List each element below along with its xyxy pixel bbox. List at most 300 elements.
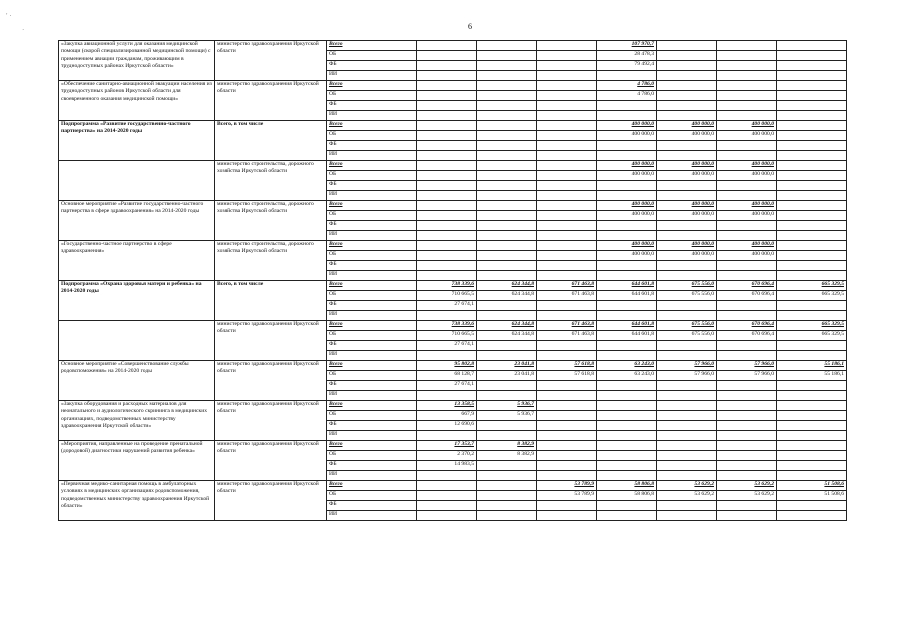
amount-cell <box>597 501 657 511</box>
amount-cell: 57 618,8 <box>537 361 597 371</box>
amount-cell: 400 000,0 <box>597 241 657 251</box>
amount-cell <box>777 151 847 161</box>
amount-cell <box>417 481 477 491</box>
amount-cell: 79 492,4 <box>597 61 657 71</box>
amount-cell: 51 508,6 <box>777 491 847 501</box>
amount-cell <box>717 381 777 391</box>
funding-source-cell: ИИ <box>327 511 417 521</box>
measure-name: «Обеспечение санитарно-авиационной эвакуации населения из труднодоступных районов Иркутской области для своевременного оказания медицинской помощи» <box>61 81 212 102</box>
funding-source-cell: ИИ <box>327 431 417 441</box>
funding-source-cell: ОБ <box>327 411 417 421</box>
amount-cell <box>477 351 537 361</box>
amount-cell: 400 000,0 <box>597 121 657 131</box>
amount-cell <box>477 391 537 401</box>
amount-cell <box>717 271 777 281</box>
amount-cell <box>717 231 777 241</box>
amount-cell: 738 339,6 <box>417 321 477 331</box>
measure-name-cell <box>59 401 215 441</box>
amount-cell <box>717 431 777 441</box>
amount-cell <box>597 441 657 451</box>
amount-cell <box>477 231 537 241</box>
amount-cell: 624 344,8 <box>477 321 537 331</box>
funding-source-cell: Всего <box>327 241 417 251</box>
amount-cell: 8 382,9 <box>477 441 537 451</box>
amount-cell: 400 000,0 <box>657 161 717 171</box>
amount-cell <box>657 61 717 71</box>
amount-cell <box>417 471 477 481</box>
funding-source-cell: ОБ <box>327 291 417 301</box>
amount-cell <box>537 181 597 191</box>
amount-cell <box>417 251 477 261</box>
amount-cell <box>597 431 657 441</box>
funding-source-cell: ИИ <box>327 471 417 481</box>
amount-cell <box>717 221 777 231</box>
amount-cell: 23 041,8 <box>477 371 537 381</box>
amount-cell <box>537 41 597 51</box>
amount-cell <box>657 101 717 111</box>
amount-cell <box>597 71 657 81</box>
amount-cell <box>717 301 777 311</box>
amount-cell <box>717 311 777 321</box>
amount-cell <box>537 111 597 121</box>
amount-cell <box>657 221 717 231</box>
amount-cell: 675 556,0 <box>657 321 717 331</box>
amount-cell: 665 329,5 <box>777 291 847 301</box>
amount-cell <box>597 231 657 241</box>
amount-cell <box>477 121 537 131</box>
amount-cell: 58 806,8 <box>597 481 657 491</box>
amount-cell <box>417 51 477 61</box>
amount-cell <box>717 91 777 101</box>
funding-source-cell: Всего <box>327 481 417 491</box>
amount-cell: 27 674,1 <box>417 301 477 311</box>
amount-cell <box>417 181 477 191</box>
amount-cell <box>537 471 597 481</box>
amount-cell <box>477 41 537 51</box>
amount-cell: 710 665,5 <box>417 331 477 341</box>
funding-source-cell: ФБ <box>327 101 417 111</box>
amount-cell <box>597 461 657 471</box>
page-number: 6 <box>468 22 472 31</box>
funding-source-cell: Всего <box>327 121 417 131</box>
amount-cell: 68 128,7 <box>417 371 477 381</box>
amount-cell <box>537 211 597 221</box>
amount-cell <box>777 131 847 141</box>
amount-cell <box>777 191 847 201</box>
table-row <box>59 321 847 331</box>
amount-cell: 400 000,0 <box>597 131 657 141</box>
amount-cell <box>477 191 537 201</box>
amount-cell <box>777 341 847 351</box>
amount-cell: 624 344,8 <box>477 331 537 341</box>
amount-cell <box>477 511 537 521</box>
amount-cell <box>537 191 597 201</box>
amount-cell <box>777 181 847 191</box>
amount-cell: 400 000,0 <box>657 121 717 131</box>
amount-cell: 400 000,0 <box>657 241 717 251</box>
measure-name-cell <box>59 241 215 281</box>
amount-cell <box>597 271 657 281</box>
amount-cell <box>717 471 777 481</box>
amount-cell: 400 000,0 <box>597 161 657 171</box>
amount-cell <box>657 51 717 61</box>
amount-cell <box>597 101 657 111</box>
amount-cell: 624 344,8 <box>477 281 537 291</box>
amount-cell <box>537 391 597 401</box>
amount-cell <box>597 401 657 411</box>
amount-cell <box>477 161 537 171</box>
funding-source-cell: ОБ <box>327 371 417 381</box>
amount-cell <box>417 161 477 171</box>
amount-cell <box>657 501 717 511</box>
amount-cell <box>417 431 477 441</box>
amount-cell <box>597 141 657 151</box>
funding-source-cell: ОБ <box>327 491 417 501</box>
amount-cell <box>777 141 847 151</box>
amount-cell: 57 966,0 <box>657 361 717 371</box>
amount-cell <box>537 121 597 131</box>
funding-source-cell: ФБ <box>327 341 417 351</box>
amount-cell <box>477 271 537 281</box>
amount-cell <box>477 201 537 211</box>
amount-cell: 2 370,2 <box>417 451 477 461</box>
measure-name: «Государственно-частное партнерство в сфере здравоохранения» <box>61 241 172 255</box>
funding-source-cell: Всего <box>327 201 417 211</box>
amount-cell <box>537 61 597 71</box>
amount-cell <box>417 171 477 181</box>
executor-cell: министерство здравоохранения Иркутской области <box>215 481 327 521</box>
funding-source-cell: ОБ <box>327 131 417 141</box>
amount-cell: 665 329,5 <box>777 321 847 331</box>
amount-cell: 51 508,6 <box>777 481 847 491</box>
amount-cell <box>597 191 657 201</box>
funding-source-cell: ИИ <box>327 231 417 241</box>
amount-cell <box>657 471 717 481</box>
amount-cell <box>717 501 777 511</box>
amount-cell <box>417 101 477 111</box>
amount-cell <box>717 411 777 421</box>
amount-cell <box>657 381 717 391</box>
amount-cell <box>717 181 777 191</box>
amount-cell <box>417 141 477 151</box>
amount-cell <box>597 451 657 461</box>
amount-cell: 400 000,0 <box>717 121 777 131</box>
amount-cell <box>537 381 597 391</box>
amount-cell: 644 601,8 <box>597 321 657 331</box>
amount-cell <box>537 91 597 101</box>
amount-cell: 670 696,4 <box>717 331 777 341</box>
amount-cell <box>417 311 477 321</box>
table-row <box>59 441 847 451</box>
funding-source-cell: ОБ <box>327 51 417 61</box>
amount-cell <box>717 451 777 461</box>
amount-cell <box>657 311 717 321</box>
amount-cell <box>657 301 717 311</box>
executor-cell: министерство строительства, дорожного хозяйства Иркутской области <box>215 201 327 241</box>
amount-cell <box>777 161 847 171</box>
scan-mark: · <box>22 26 25 34</box>
amount-cell: 671 463,8 <box>537 281 597 291</box>
amount-cell <box>597 311 657 321</box>
amount-cell: 55 186,1 <box>777 361 847 371</box>
amount-cell: 644 601,8 <box>597 291 657 301</box>
amount-cell <box>537 221 597 231</box>
amount-cell: 27 674,1 <box>417 381 477 391</box>
amount-cell <box>417 221 477 231</box>
amount-cell <box>417 271 477 281</box>
amount-cell: 400 000,0 <box>717 241 777 251</box>
amount-cell <box>777 421 847 431</box>
amount-cell <box>777 81 847 91</box>
funding-source-cell: ОБ <box>327 91 417 101</box>
amount-cell <box>477 211 537 221</box>
amount-cell <box>717 421 777 431</box>
amount-cell: 28 478,3 <box>597 51 657 61</box>
amount-cell <box>537 271 597 281</box>
amount-cell <box>417 121 477 131</box>
table-row <box>59 241 847 251</box>
funding-source-cell: Всего <box>327 161 417 171</box>
amount-cell <box>777 451 847 461</box>
amount-cell <box>657 151 717 161</box>
amount-cell <box>477 131 537 141</box>
amount-cell <box>777 261 847 271</box>
amount-cell <box>777 391 847 401</box>
amount-cell <box>657 271 717 281</box>
amount-cell <box>477 151 537 161</box>
amount-cell: 57 618,8 <box>537 371 597 381</box>
funding-source-cell: ФБ <box>327 301 417 311</box>
funding-source-cell: ФБ <box>327 61 417 71</box>
amount-cell: 55 186,1 <box>777 371 847 381</box>
budget-table <box>58 40 847 521</box>
executor-cell: министерство здравоохранения Иркутской области <box>215 441 327 481</box>
amount-cell <box>537 411 597 421</box>
amount-cell <box>477 501 537 511</box>
funding-source-cell: ИИ <box>327 191 417 201</box>
amount-cell <box>537 101 597 111</box>
amount-cell <box>657 41 717 51</box>
amount-cell <box>417 511 477 521</box>
amount-cell: 53 789,9 <box>537 491 597 501</box>
amount-cell <box>537 161 597 171</box>
amount-cell <box>717 441 777 451</box>
funding-source-cell: ОБ <box>327 251 417 261</box>
table-row <box>59 401 847 411</box>
amount-cell: 57 966,0 <box>657 371 717 381</box>
amount-cell <box>537 401 597 411</box>
amount-cell <box>657 421 717 431</box>
amount-cell <box>717 51 777 61</box>
funding-source-cell: Всего <box>327 441 417 451</box>
measure-name: «Закупка авиационной услуги для оказания медицинской помощи (скорой специализированной медицинской помощи) с применением авиации гражданам, проживающим в труднодоступных районах Иркутской области» <box>61 41 211 70</box>
amount-cell: 671 463,8 <box>537 291 597 301</box>
table-row <box>59 361 847 371</box>
amount-cell: 710 665,5 <box>417 291 477 301</box>
amount-cell <box>417 81 477 91</box>
amount-cell <box>777 111 847 121</box>
amount-cell: 665 329,5 <box>777 281 847 291</box>
amount-cell <box>657 231 717 241</box>
amount-cell: 400 000,0 <box>717 211 777 221</box>
amount-cell <box>777 511 847 521</box>
amount-cell: 400 000,0 <box>717 251 777 261</box>
funding-source-cell: ИИ <box>327 351 417 361</box>
funding-source-cell: Всего <box>327 41 417 51</box>
amount-cell <box>537 501 597 511</box>
amount-cell <box>777 251 847 261</box>
measure-name-cell <box>59 161 215 201</box>
amount-cell <box>537 251 597 261</box>
amount-cell <box>417 231 477 241</box>
amount-cell <box>657 401 717 411</box>
amount-cell: 53 629,2 <box>657 491 717 501</box>
amount-cell <box>717 61 777 71</box>
amount-cell <box>597 391 657 401</box>
amount-cell: 400 000,0 <box>717 161 777 171</box>
amount-cell <box>477 481 537 491</box>
amount-cell <box>537 441 597 451</box>
amount-cell: 400 000,0 <box>657 201 717 211</box>
table-row <box>59 41 847 51</box>
amount-cell: 107 970,7 <box>597 41 657 51</box>
executor-cell: министерство здравоохранения Иркутской области <box>215 401 327 441</box>
amount-cell <box>717 511 777 521</box>
amount-cell: 667,9 <box>417 411 477 421</box>
amount-cell <box>417 131 477 141</box>
table-row <box>59 281 847 291</box>
measure-name-cell <box>59 121 215 161</box>
executor-cell: министерство строительства, дорожного хозяйства Иркутской области <box>215 241 327 281</box>
amount-cell <box>777 51 847 61</box>
measure-name-cell <box>59 81 215 121</box>
table-row <box>59 121 847 131</box>
amount-cell: 5 936,7 <box>477 411 537 421</box>
amount-cell <box>417 151 477 161</box>
amount-cell: 57 966,0 <box>717 371 777 381</box>
amount-cell <box>477 261 537 271</box>
table-row <box>59 481 847 491</box>
amount-cell <box>597 381 657 391</box>
amount-cell: 670 696,4 <box>717 321 777 331</box>
amount-cell <box>537 421 597 431</box>
amount-cell <box>777 351 847 361</box>
amount-cell: 17 353,7 <box>417 441 477 451</box>
amount-cell <box>537 341 597 351</box>
amount-cell <box>777 501 847 511</box>
funding-source-cell: Всего <box>327 81 417 91</box>
funding-source-cell: Всего <box>327 321 417 331</box>
amount-cell: 14 983,5 <box>417 461 477 471</box>
funding-source-cell: ФБ <box>327 181 417 191</box>
amount-cell: 624 344,8 <box>477 291 537 301</box>
executor-cell: министерство здравоохранения Иркутской области <box>215 361 327 401</box>
executor-cell: министерство здравоохранения Иркутской области <box>215 81 327 121</box>
executor-cell: Всего, в том числе <box>215 121 327 161</box>
amount-cell: 400 000,0 <box>597 171 657 181</box>
amount-cell <box>777 241 847 251</box>
amount-cell <box>777 71 847 81</box>
amount-cell <box>657 461 717 471</box>
executor-cell: министерство здравоохранения Иркутской области <box>215 321 327 361</box>
funding-source-cell: ФБ <box>327 261 417 271</box>
table-row <box>59 81 847 91</box>
amount-cell: 95 802,8 <box>417 361 477 371</box>
amount-cell: 400 000,0 <box>597 211 657 221</box>
funding-source-cell: Всего <box>327 401 417 411</box>
amount-cell <box>717 351 777 361</box>
amount-cell <box>717 261 777 271</box>
amount-cell <box>597 221 657 231</box>
measure-name-cell <box>59 321 215 361</box>
amount-cell: 400 000,0 <box>657 171 717 181</box>
amount-cell <box>717 391 777 401</box>
amount-cell <box>417 61 477 71</box>
amount-cell <box>777 381 847 391</box>
amount-cell <box>537 451 597 461</box>
amount-cell <box>777 411 847 421</box>
measure-name: Подпрограмма «Развитие государственно-частного партнерства» на 2014-2020 годы <box>61 121 191 135</box>
amount-cell: 53 629,2 <box>717 481 777 491</box>
amount-cell <box>717 401 777 411</box>
amount-cell <box>597 351 657 361</box>
amount-cell <box>657 191 717 201</box>
amount-cell <box>537 461 597 471</box>
amount-cell: 63 243,0 <box>597 371 657 381</box>
amount-cell <box>657 441 717 451</box>
amount-cell <box>657 261 717 271</box>
amount-cell <box>597 341 657 351</box>
amount-cell <box>777 231 847 241</box>
amount-cell: 670 696,4 <box>717 291 777 301</box>
amount-cell <box>717 141 777 151</box>
measure-name-cell <box>59 281 215 321</box>
amount-cell <box>537 351 597 361</box>
executor-cell: Всего, в том числе <box>215 281 327 321</box>
amount-cell: 23 041,8 <box>477 361 537 371</box>
funding-source-cell: ОБ <box>327 331 417 341</box>
amount-cell <box>477 431 537 441</box>
amount-cell <box>597 471 657 481</box>
amount-cell <box>537 311 597 321</box>
amount-cell <box>657 71 717 81</box>
funding-source-cell: ИИ <box>327 391 417 401</box>
amount-cell <box>597 111 657 121</box>
amount-cell <box>777 471 847 481</box>
measure-name: «Мероприятия, направленные на проведение пренатальной (дородовой) диагностики нарушений развития ребенка» <box>61 441 203 455</box>
funding-source-cell: ФБ <box>327 221 417 231</box>
amount-cell: 675 556,0 <box>657 331 717 341</box>
amount-cell <box>597 301 657 311</box>
amount-cell <box>537 511 597 521</box>
measure-name-cell <box>59 441 215 481</box>
amount-cell: 400 000,0 <box>717 171 777 181</box>
funding-source-cell: ИИ <box>327 311 417 321</box>
amount-cell <box>477 81 537 91</box>
amount-cell <box>537 141 597 151</box>
amount-cell <box>537 71 597 81</box>
funding-source-cell: ФБ <box>327 141 417 151</box>
funding-source-cell: Всего <box>327 281 417 291</box>
measure-name: «Первичная медико-санитарная помощь в амбулаторных условиях в медицинских организациях родовспоможения, подведомственных министерству здравоохранения Иркутской области» <box>61 481 210 510</box>
amount-cell <box>777 401 847 411</box>
amount-cell <box>657 511 717 521</box>
amount-cell <box>597 421 657 431</box>
amount-cell <box>597 261 657 271</box>
amount-cell <box>717 151 777 161</box>
funding-source-cell: ИИ <box>327 71 417 81</box>
amount-cell <box>597 151 657 161</box>
